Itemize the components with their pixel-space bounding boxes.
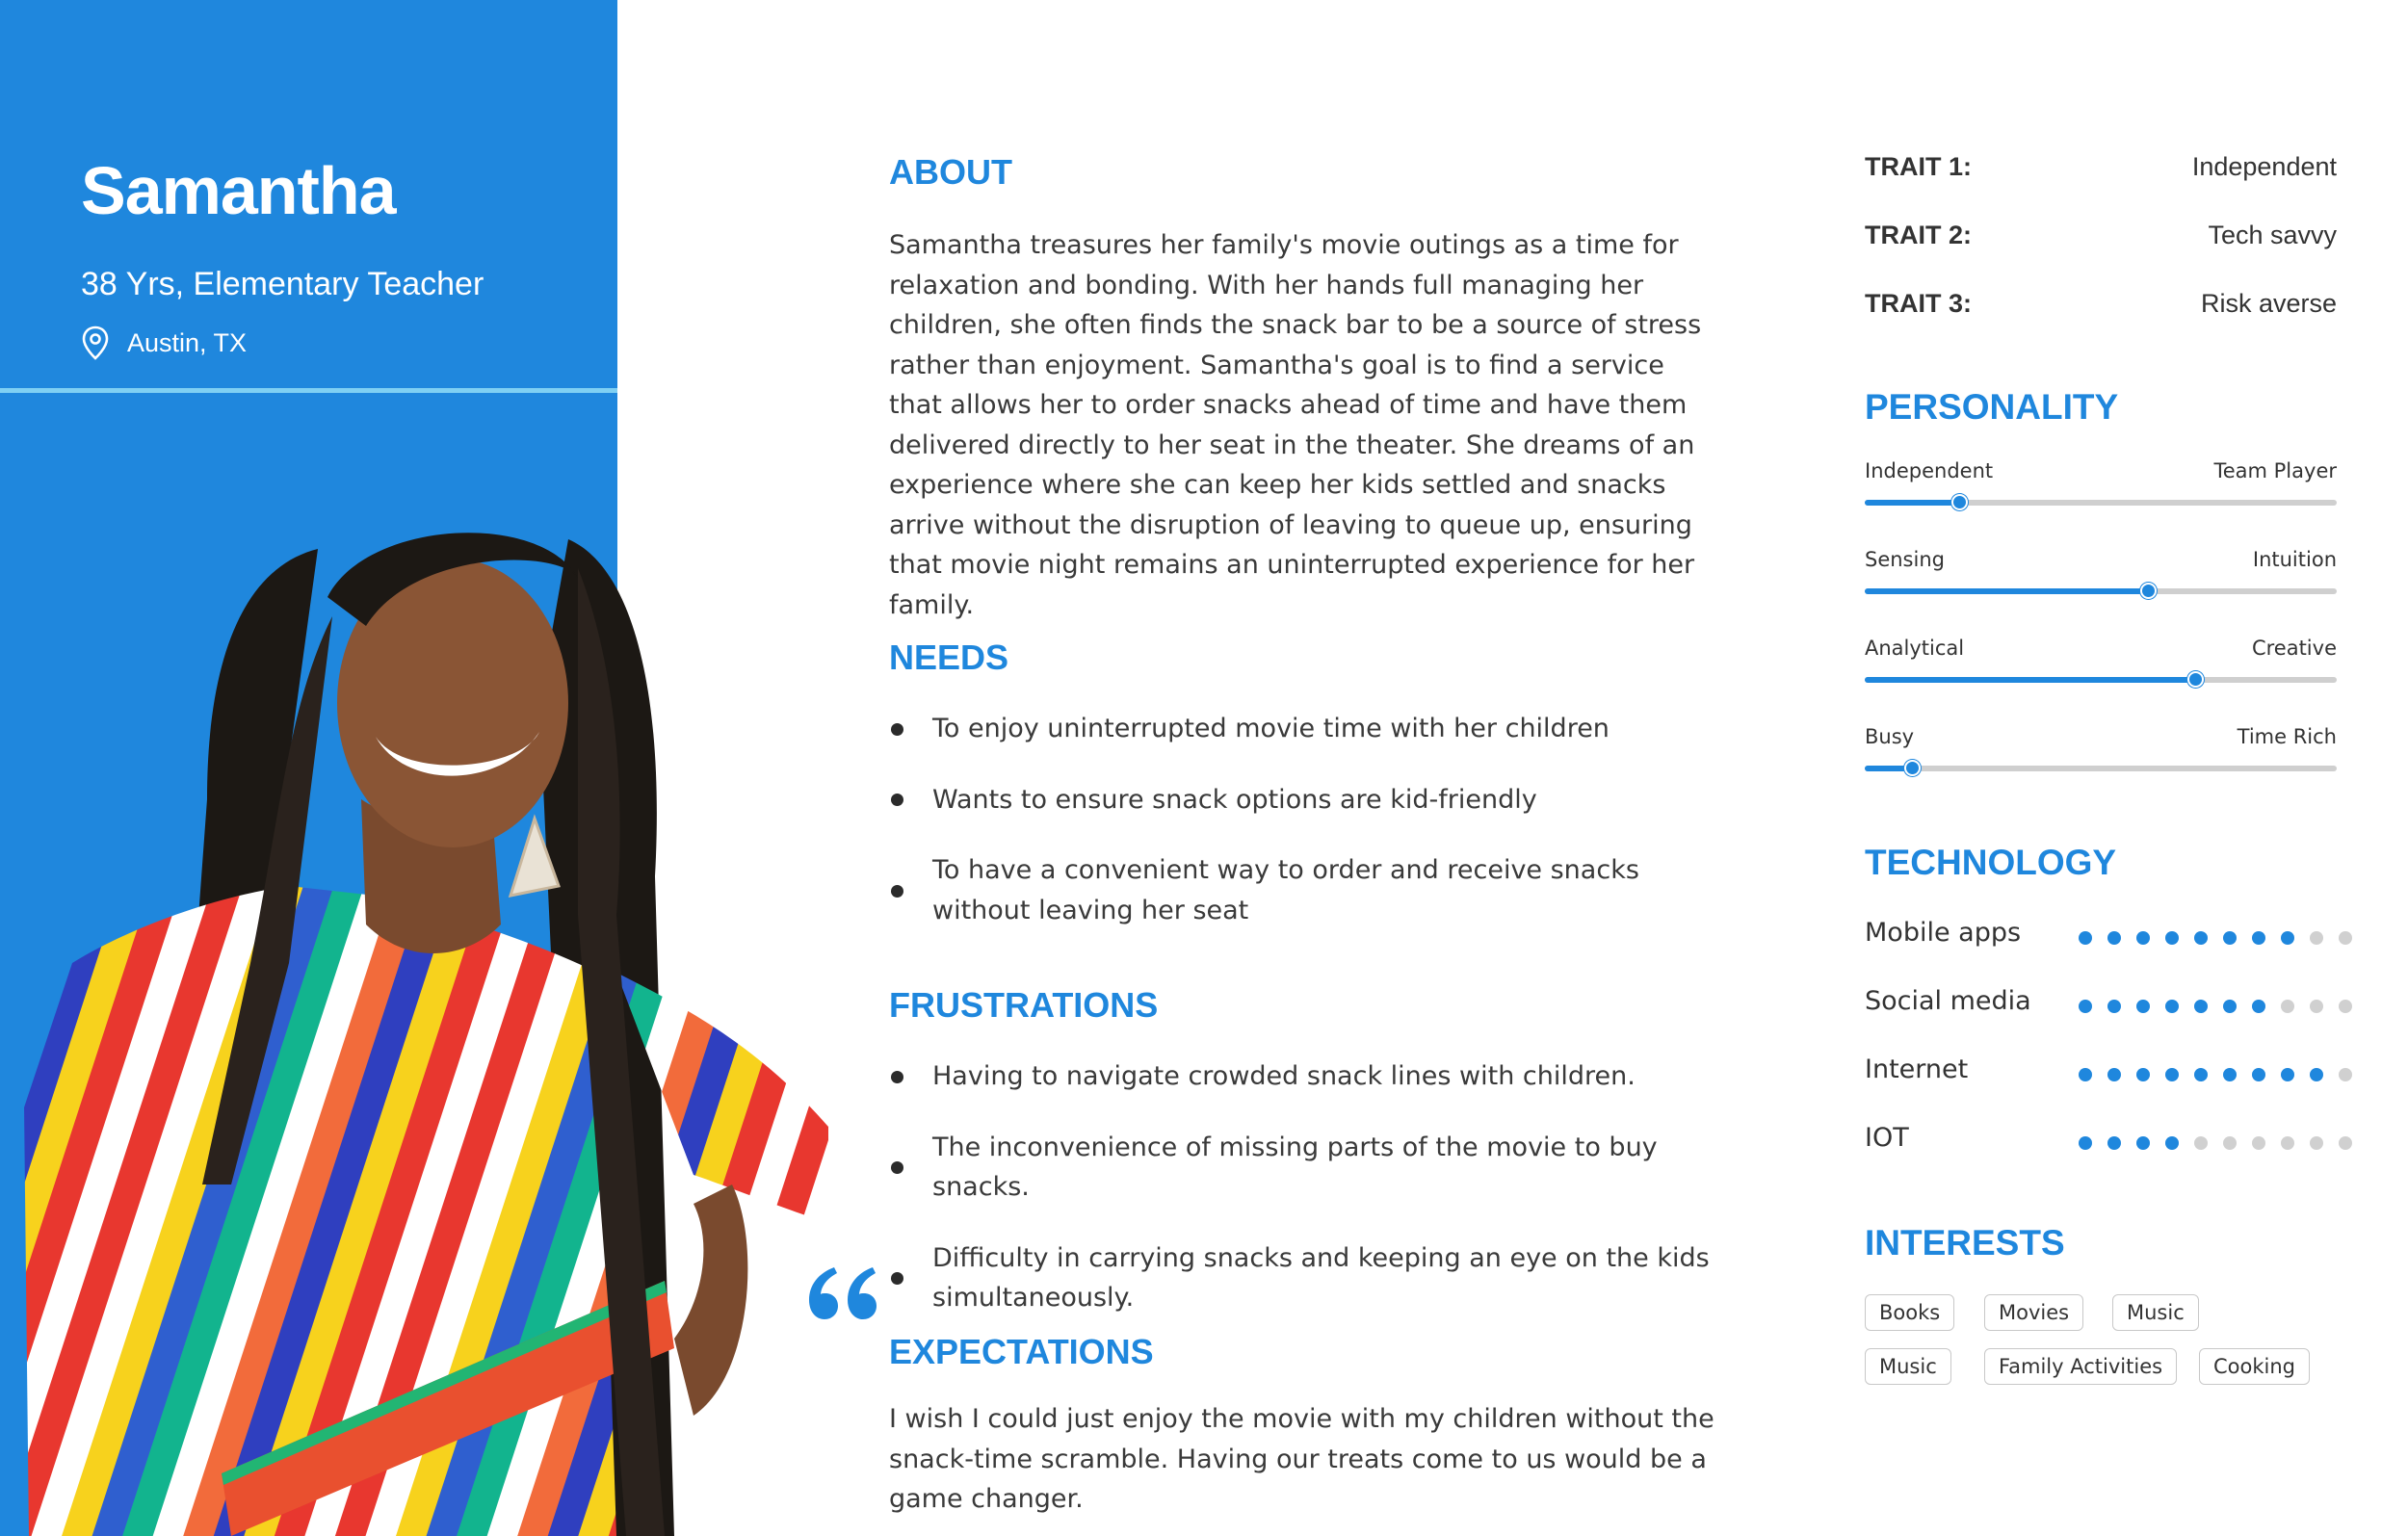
location-pin-icon — [81, 325, 110, 360]
rating-dot-empty — [2310, 931, 2323, 945]
technology-row — [1865, 1054, 2356, 1093]
technology-row — [1865, 1123, 2356, 1161]
trait-label: TRAIT 3: — [1865, 289, 1972, 318]
list-item-text: Difficulty in carrying snacks and keeping an eye on the kids simultaneously. — [932, 1242, 1710, 1313]
persona-name: Samantha — [81, 153, 396, 228]
personality-scale — [1865, 637, 2337, 694]
rating-dot-filled — [2252, 931, 2265, 945]
rating-dot-filled — [2194, 931, 2208, 945]
trait-value: Independent — [2191, 152, 2337, 181]
rating-dot-filled — [2136, 1136, 2150, 1150]
scale-left-label: Independent — [1865, 459, 1994, 482]
persona-location — [81, 325, 247, 360]
rating-dot-filled — [2079, 1136, 2092, 1150]
rating-dots — [2079, 1068, 2368, 1081]
rating-dot-filled — [2107, 1000, 2121, 1013]
bullet-icon — [891, 1272, 903, 1285]
list-item — [889, 709, 1717, 749]
scale-left-label: Analytical — [1865, 637, 1965, 660]
technology-label: Social media — [1865, 986, 2031, 1016]
personality-scale — [1865, 725, 2337, 783]
personality-heading: PERSONALITY — [1865, 387, 2119, 427]
scale-track — [1865, 766, 2337, 771]
needs-list — [889, 709, 1717, 930]
rating-dot-filled — [2079, 1000, 2092, 1013]
rating-dot-filled — [2079, 1068, 2092, 1081]
scale-knob — [1951, 494, 1968, 510]
personality-scale — [1865, 548, 2337, 606]
list-item — [889, 1238, 1717, 1318]
list-item — [889, 1056, 1717, 1097]
rating-dot-filled — [2281, 931, 2294, 945]
rating-dot-filled — [2079, 931, 2092, 945]
rating-dot-filled — [2136, 1000, 2150, 1013]
rating-dot-filled — [2223, 931, 2237, 945]
rating-dot-empty — [2194, 1136, 2208, 1150]
scale-track — [1865, 500, 2337, 506]
persona-photo — [0, 510, 848, 1536]
list-item — [889, 1128, 1717, 1208]
rating-dot-empty — [2281, 1000, 2294, 1013]
scale-left-label: Busy — [1865, 725, 1915, 748]
location-text: Austin, TX — [127, 327, 248, 357]
trait-row — [1865, 152, 2337, 182]
trait-label: TRAIT 1: — [1865, 152, 1972, 181]
bullet-icon — [891, 885, 903, 898]
rating-dot-filled — [2136, 1068, 2150, 1081]
scale-knob — [2187, 671, 2204, 688]
needs-heading: NEEDS — [889, 638, 1009, 677]
list-item — [889, 850, 1717, 930]
persona-subtitle: 38 Yrs, Elementary Teacher — [81, 266, 484, 302]
trait-row — [1865, 289, 2337, 319]
rating-dot-empty — [2252, 1136, 2265, 1150]
interest-tag: Family Activities — [1984, 1348, 2177, 1385]
rating-dot-filled — [2281, 1068, 2294, 1081]
interest-tag: Books — [1865, 1294, 1954, 1331]
rating-dots — [2079, 931, 2368, 945]
scale-track — [1865, 588, 2337, 594]
rating-dot-filled — [2107, 1136, 2121, 1150]
interest-tag: Music — [2112, 1294, 2199, 1331]
list-item-text: To enjoy uninterrupted movie time with her children — [932, 714, 1610, 743]
list-item-text: To have a convenient way to order and receive snacks without leaving her seat — [932, 855, 1639, 925]
rating-dot-filled — [2223, 1000, 2237, 1013]
expectations-text: I wish I could just enjoy the movie with my children without the snack-time scramble. Having our treats come to us would be a game changer. — [889, 1404, 1714, 1514]
bullet-icon — [891, 1071, 903, 1083]
rating-dot-filled — [2165, 1000, 2179, 1013]
technology-row — [1865, 986, 2356, 1025]
interest-tag: Cooking — [2199, 1348, 2310, 1385]
rating-dot-filled — [2194, 1000, 2208, 1013]
list-item — [889, 780, 1717, 820]
rating-dot-empty — [2310, 1136, 2323, 1150]
rating-dot-filled — [2223, 1068, 2237, 1081]
scale-knob — [1904, 760, 1921, 776]
technology-label: Mobile apps — [1865, 918, 2022, 948]
rating-dot-filled — [2107, 1068, 2121, 1081]
about-text: Samantha treasures her family's movie outings as a time for relaxation and bonding. With her hands full managing her children, she often finds the snack bar to be a source of stress rather than enjoyment. Samantha's goal is to find a service that allows her to order snacks ahead of time and have them delivered directly to her seat in the theater. She dreams of an experience where she can keep her kids settled and snacks arrive without the disruption of leaving to queue up, ensuring that movie night remains an uninterrupted experience for her family. — [889, 230, 1702, 620]
trait-value: Risk averse — [2200, 289, 2337, 318]
quote-icon — [805, 1262, 878, 1323]
scale-right-label: Time Rich — [2237, 725, 2337, 748]
scale-knob — [2140, 583, 2157, 599]
rating-dot-empty — [2281, 1136, 2294, 1150]
rating-dots — [2079, 1000, 2368, 1013]
rating-dot-filled — [2165, 1136, 2179, 1150]
technology-label: IOT — [1865, 1123, 1909, 1153]
rating-dot-empty — [2339, 1000, 2352, 1013]
rating-dots — [2079, 1136, 2368, 1150]
bullet-icon — [891, 1161, 903, 1174]
interests-heading: INTERESTS — [1865, 1223, 2065, 1263]
frustrations-heading: FRUSTRATIONS — [889, 985, 1159, 1025]
trait-row — [1865, 221, 2337, 250]
rating-dot-empty — [2339, 931, 2352, 945]
rating-dot-filled — [2194, 1068, 2208, 1081]
scale-right-label: Intuition — [2252, 548, 2337, 571]
expectations-heading: EXPECTATIONS — [889, 1332, 1154, 1371]
rating-dot-empty — [2223, 1136, 2237, 1150]
rating-dot-empty — [2339, 1136, 2352, 1150]
scale-fill — [1865, 588, 2148, 594]
frustrations-list — [889, 1056, 1717, 1318]
bullet-icon — [891, 794, 903, 806]
rating-dot-filled — [2165, 931, 2179, 945]
rating-dot-empty — [2310, 1000, 2323, 1013]
scale-right-label: Team Player — [2213, 459, 2337, 482]
interest-tag: Movies — [1984, 1294, 2083, 1331]
about-heading: ABOUT — [889, 152, 1012, 192]
list-item-text: Having to navigate crowded snack lines with children. — [932, 1061, 1636, 1091]
list-item-text: The inconvenience of missing parts of the movie to buy snacks. — [932, 1132, 1658, 1202]
rating-dot-filled — [2310, 1068, 2323, 1081]
bullet-icon — [891, 723, 903, 736]
rating-dot-filled — [2136, 931, 2150, 945]
scale-right-label: Creative — [2251, 637, 2337, 660]
scale-fill — [1865, 500, 1959, 506]
technology-row — [1865, 918, 2356, 956]
rating-dot-empty — [2339, 1068, 2352, 1081]
interest-tag: Music — [1865, 1348, 1951, 1385]
rating-dot-filled — [2252, 1068, 2265, 1081]
scale-track — [1865, 677, 2337, 683]
technology-label: Internet — [1865, 1054, 1969, 1084]
technology-heading: TECHNOLOGY — [1865, 843, 2117, 882]
list-item-text: Wants to ensure snack options are kid-friendly — [932, 784, 1537, 815]
trait-label: TRAIT 2: — [1865, 221, 1972, 249]
rating-dot-filled — [2252, 1000, 2265, 1013]
personality-scale — [1865, 459, 2337, 517]
scale-left-label: Sensing — [1865, 548, 1945, 571]
rating-dot-filled — [2165, 1068, 2179, 1081]
scale-fill — [1865, 677, 2195, 683]
trait-value: Tech savvy — [2208, 221, 2337, 249]
header-divider — [0, 388, 617, 393]
rating-dot-filled — [2107, 931, 2121, 945]
